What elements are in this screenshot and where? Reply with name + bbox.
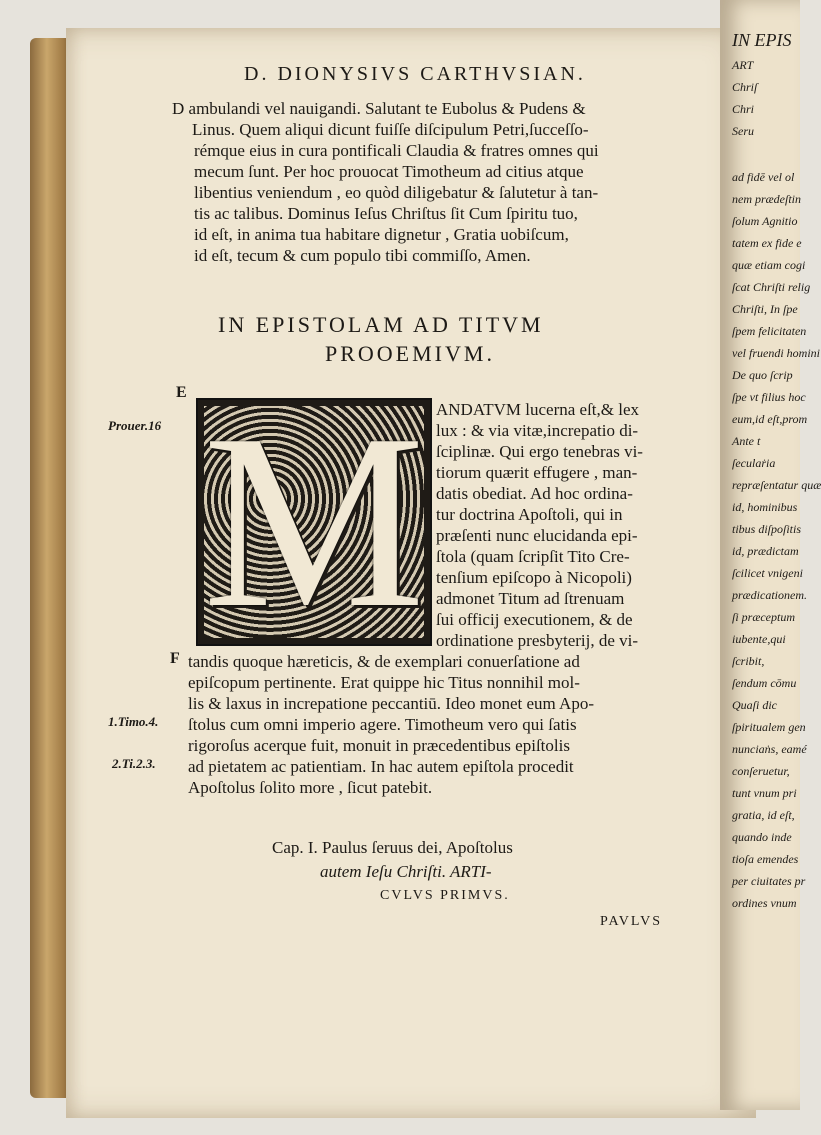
next-page-text: quæ etiam cogi (732, 258, 806, 272)
next-page-text: gratia, id eſt, (732, 808, 795, 822)
next-page-text: nunciaṅs, eamé (732, 742, 807, 756)
decorated-initial (196, 383, 432, 660)
next-page-text: Chri (732, 102, 755, 116)
text-line: tandis quoque hæreticis, & de exemplari conuerſatione ad (188, 652, 580, 671)
next-page-text: ſcribit, (732, 654, 765, 668)
next-page-text: ſcat Chriſti relig (732, 280, 811, 294)
text-line: ad pietatem ac patientiam. In hac autem epiſtola procedit (188, 757, 574, 776)
text-line: epiſcopum pertinente. Erat quippe hic Titus nonnihil mol- (188, 673, 580, 692)
text-line: ſtola (quam ſcripſit Tito Cre- (436, 547, 630, 566)
next-page-text: Seru (732, 124, 754, 138)
initial-letter: M (202, 383, 426, 660)
margin-ref-timo: 1.Timo.4. (108, 714, 159, 729)
next-page-text: tunt vnum pri (732, 786, 797, 800)
catchword: PAVLVS (600, 914, 663, 929)
next-page-text: Ante t (732, 434, 761, 448)
next-page-text: De quo ſcrip (732, 368, 793, 382)
text-line: ſciplinæ. Qui ergo tenebras vi- (436, 442, 643, 461)
next-page-text: Quaſi dic (732, 698, 777, 712)
next-page-text: ſendum cōmu (732, 676, 797, 690)
next-page-text: repræſentatur quæ (732, 478, 821, 492)
text-line: tiorum quærit effugere , man- (436, 463, 638, 482)
text-line: lis & laxus in increpatione peccantiū. Ideo monet eum Apo- (188, 694, 594, 713)
section-subtitle: PROOEMIVM. (325, 341, 495, 366)
next-page-text: conſeruetur, (732, 764, 790, 778)
text-line: tis ac talibus. Dominus Ieſus Chriſtus ſit Cum ſpiritu tuo, (194, 204, 578, 223)
next-page-text: quando inde (732, 830, 792, 844)
text-line: ordinatione presbyterij, de vi- (436, 631, 639, 650)
text-line: præſenti nunc elucidanda epi- (436, 526, 638, 545)
text-line: D ambulandi vel nauigandi. Salutant te Eubolus & Pudens & (172, 99, 586, 118)
next-page-text: tibus diſpoſitis (732, 522, 802, 536)
next-page-text: per ciuitates pr (732, 874, 806, 888)
next-page-text: nem prædeſtin (732, 192, 801, 206)
next-page-text: ſeculaṙia (732, 456, 776, 470)
text-line: ſui officij executionem, & de (436, 610, 633, 629)
next-page-text: eum,id eſt,prom (732, 412, 808, 426)
text-line: tur doctrina Apoſtoli, qui in (436, 505, 623, 524)
next-page-text: ſpem felicitaten (732, 324, 807, 338)
text-line: mecum ſunt. Per hoc prouocat Timotheum ad citius atque (194, 162, 584, 181)
margin-letter-f: F (170, 650, 180, 667)
next-page-text: ſcilicet vnigeni (732, 566, 803, 580)
chapter-line: Cap. I. Paulus ſeruus dei, Apoſtolus (272, 838, 513, 857)
running-head: D. DIONYSIVS CARTHVSIAN. (244, 63, 586, 85)
text-line: id eſt, in anima tua habitare dignetur , Gratia uobiſcum, (194, 225, 569, 244)
text-line: tenſium epiſcopo à Nicopoli) (436, 568, 632, 587)
text-line: id eſt, tecum & cum populo tibi commiſſo, Amen. (194, 246, 531, 265)
next-page-text: id, hominibus (732, 500, 798, 514)
next-page-text: ſpe vt filius hoc (732, 390, 806, 404)
text-line: lux : & via vitæ,increpatio di- (436, 421, 639, 440)
text-line: rémque eius in cura pontificali Claudia & fratres omnes qui (194, 141, 599, 160)
text-line: rigoroſus acerque fuit, monuit in præcedentibus epiſtolis (188, 736, 570, 755)
chapter-line: autem Ieſu Chriſti. ARTI- (320, 862, 492, 881)
next-page-text: Chriſ (732, 80, 758, 94)
next-page-text: ART (732, 58, 754, 72)
next-page-text: tioſa emendes (732, 852, 799, 866)
next-page-text: ſpiritualem gen (732, 720, 806, 734)
next-page-text: Chriſti, In ſpe (732, 302, 798, 316)
text-line: ſtolus cum omni imperio agere. Timotheum vero qui ſatis (188, 715, 577, 734)
margin-letter-e: E (176, 384, 187, 401)
next-page-text: ad fidē vel ol (732, 170, 795, 184)
article-heading: CVLVS PRIMVS. (380, 888, 510, 903)
next-page-text: IN EPIS (732, 30, 792, 50)
next-page-text: prædicationem. (732, 588, 807, 602)
next-page-text: tatem ex fide e (732, 236, 802, 250)
section-title: IN EPISTOLAM AD TITVM (218, 312, 544, 337)
next-page-text: ordines vnum (732, 896, 797, 910)
text-line: datis obediat. Ad hoc ordina- (436, 484, 633, 503)
text-line: Apoſtolus ſolito more , ſicut patebit. (188, 778, 433, 797)
next-page-text: id, prædictam (732, 544, 799, 558)
text-line: ANDATVM lucerna eſt,& lex (436, 400, 640, 419)
next-page-text: ſi præceptum (732, 610, 795, 624)
text-line: libentius veniendum , eo quòd diligebatur & ſalutetur à tan- (194, 183, 599, 202)
margin-ref-prouer: Prouer.16 (108, 418, 162, 433)
margin-ref-ti: 2.Ti.2.3. (112, 756, 156, 771)
next-page-text: iubente,qui (732, 632, 786, 646)
next-page-text: vel fruendi homini (732, 346, 820, 360)
text-line: admonet Titum ad ſtrenuam (436, 589, 625, 608)
next-page-text: ſolum Agnitio (732, 214, 798, 228)
text-line: Linus. Quem aliqui dicunt fuiſſe diſcipulum Petri,ſucceſſo- (192, 120, 589, 139)
